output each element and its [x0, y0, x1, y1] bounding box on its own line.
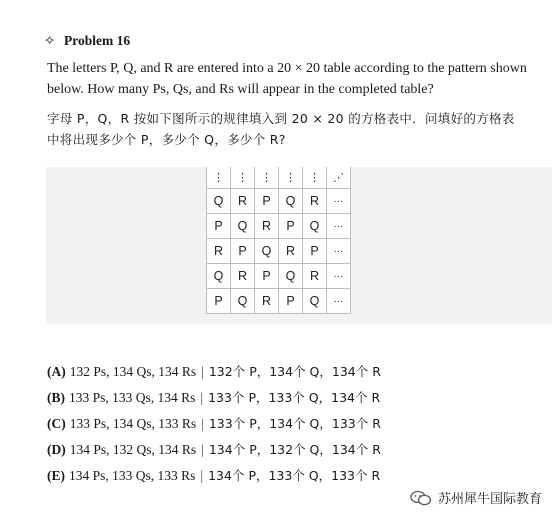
table-cell: P	[255, 264, 279, 289]
choice-chinese: 132个 P，134个 Q，134个 R	[208, 364, 381, 379]
table-row	[207, 214, 351, 239]
table-cell: R	[207, 239, 231, 264]
table-cell: ⋮	[279, 167, 303, 189]
table-cell: R	[255, 214, 279, 239]
table-cell: Q	[207, 189, 231, 214]
choice-chinese: 133个 P，133个 Q，134个 R	[208, 390, 381, 405]
table-cell: R	[255, 289, 279, 314]
choice-separator: |	[201, 442, 204, 457]
choice-separator: |	[200, 390, 204, 405]
table-cell: Q	[303, 289, 327, 314]
choice-english: 132 Ps, 134 Qs, 134 Rs	[69, 364, 197, 379]
table-cell: ⋰	[327, 167, 351, 189]
choice-b[interactable]	[47, 385, 381, 411]
choice-d[interactable]	[47, 437, 381, 463]
choice-e[interactable]	[47, 463, 381, 489]
table-cell: ···	[327, 214, 351, 239]
table-cell: Q	[207, 264, 231, 289]
table-cell: R	[303, 264, 327, 289]
table-row-top	[207, 167, 351, 189]
table-row	[207, 289, 351, 314]
table-cell: Q	[279, 189, 303, 214]
table-cell: R	[231, 264, 255, 289]
table-cell: Q	[303, 214, 327, 239]
table-cell: ···	[327, 264, 351, 289]
answer-choices	[47, 359, 381, 489]
table-cell: P	[207, 214, 231, 239]
wechat-icon	[410, 490, 432, 506]
watermark	[410, 488, 542, 507]
table-cell: P	[255, 189, 279, 214]
choice-separator: |	[200, 468, 204, 483]
table-cell: R	[279, 239, 303, 264]
choice-label: (A)	[47, 364, 66, 379]
choice-english: 134 Ps, 132 Qs, 134 Rs	[69, 442, 197, 457]
choice-a[interactable]	[47, 359, 381, 385]
table-cell: ···	[327, 239, 351, 264]
table-cell: ⋮	[207, 167, 231, 189]
table-row	[207, 264, 351, 289]
table-cell: R	[231, 189, 255, 214]
table-cell: P	[207, 289, 231, 314]
table-cell: P	[279, 289, 303, 314]
choice-chinese: 133个 P，134个 Q，133个 R	[208, 416, 381, 431]
choice-c[interactable]	[47, 411, 381, 437]
table-cell: ⋮	[255, 167, 279, 189]
choice-label: (B)	[47, 390, 65, 405]
choice-separator: |	[201, 416, 204, 431]
choice-chinese: 134个 P，132个 Q，134个 R	[208, 442, 381, 457]
table-cell: Q	[231, 289, 255, 314]
choice-english: 133 Ps, 133 Qs, 134 Rs	[69, 390, 196, 405]
table-cell: Q	[279, 264, 303, 289]
problem-text-english: The letters P, Q, and R are entered into a 20 × 20 table according to the pattern shown below. How many Ps, Qs, and Rs will appear in the completed table?	[47, 61, 527, 97]
table-cell: P	[231, 239, 255, 264]
table-cell: ⋮	[303, 167, 327, 189]
choice-label: (E)	[47, 468, 65, 483]
watermark-text: 苏州犀牛国际教育	[437, 492, 542, 507]
choice-english: 133 Ps, 134 Qs, 133 Rs	[69, 416, 197, 431]
choice-label: (C)	[47, 416, 66, 431]
table-cell: ···	[327, 289, 351, 314]
choice-label: (D)	[47, 442, 66, 457]
table-cell: ···	[327, 189, 351, 214]
problem-title: Problem 16	[64, 33, 131, 48]
pattern-table	[206, 167, 351, 314]
pattern-table-area	[46, 167, 552, 324]
table-cell: ⋮	[231, 167, 255, 189]
problem-heading	[44, 33, 130, 49]
choice-english: 134 Ps, 133 Qs, 133 Rs	[69, 468, 196, 483]
problem-text-chinese: 字母 P，Q，R 按如下图所示的规律填入到 20 × 20 的方格表中．问填好的方格表中将出现多少个 P，多少个 Q，多少个 R?	[47, 111, 515, 147]
table-row	[207, 189, 351, 214]
table-cell: P	[279, 214, 303, 239]
table-cell: Q	[231, 214, 255, 239]
choice-chinese: 134个 P，133个 Q，133个 R	[208, 468, 381, 483]
choice-separator: |	[201, 364, 204, 379]
table-row	[207, 239, 351, 264]
table-cell: R	[303, 189, 327, 214]
diamond-icon: ✧	[44, 33, 56, 48]
table-cell: P	[303, 239, 327, 264]
table-cell: Q	[255, 239, 279, 264]
